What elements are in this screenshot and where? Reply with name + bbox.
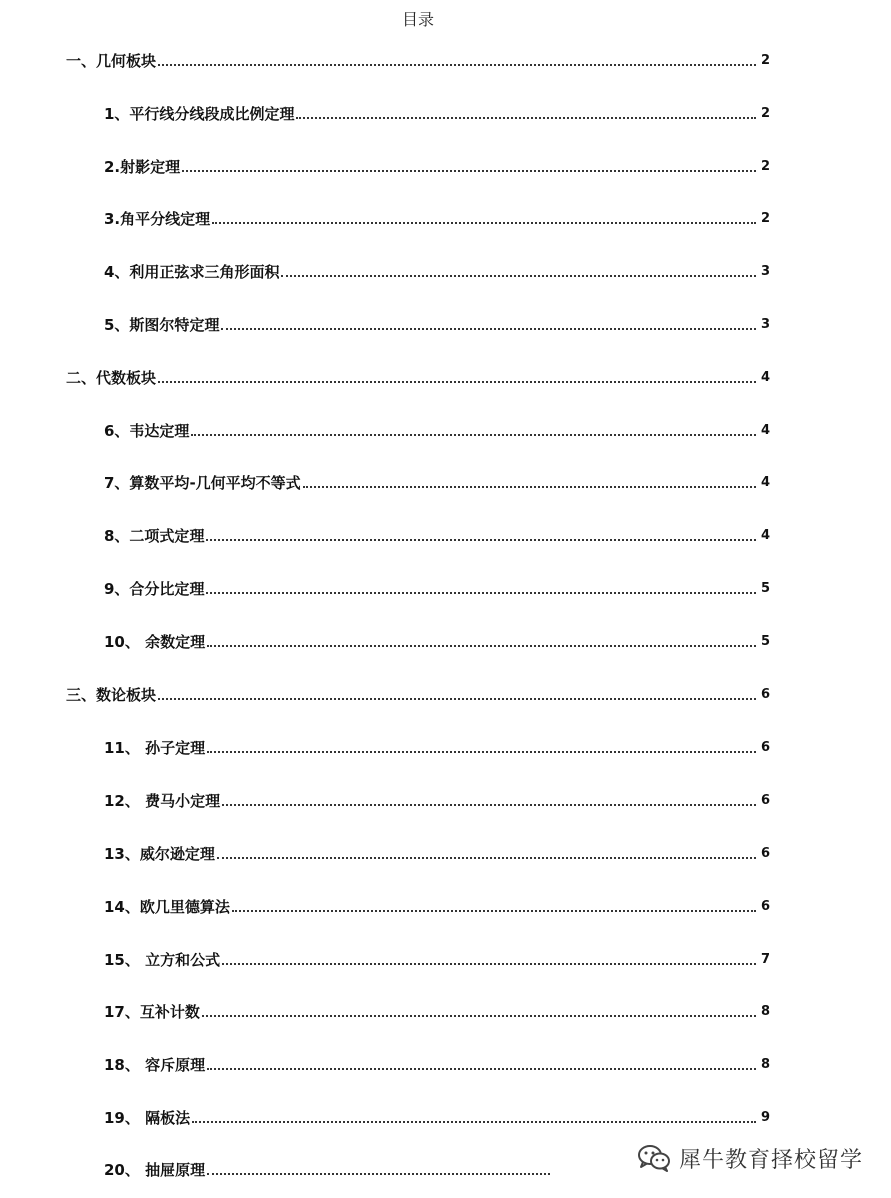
toc-label: 9、合分比定理 xyxy=(104,579,205,598)
toc-label: 11、 孙子定理 xyxy=(104,738,206,757)
dot-leader xyxy=(212,222,756,224)
toc-page-number: 6 xyxy=(760,845,770,861)
toc-page-number: 7 xyxy=(760,951,770,967)
toc-label: 19、 隔板法 xyxy=(104,1108,191,1127)
dot-leader xyxy=(296,117,756,119)
toc-entry-1[interactable] xyxy=(104,102,770,124)
toc-label: 17、互补计数 xyxy=(104,1002,200,1021)
toc-entry-6[interactable] xyxy=(66,366,770,388)
toc-entry-13[interactable] xyxy=(104,736,770,758)
toc-page-number: 2 xyxy=(760,158,770,174)
toc-label: 12、 费马小定理 xyxy=(104,791,221,810)
dot-leader xyxy=(206,592,756,594)
toc-label: 7、算数平均-几何平均不等式 xyxy=(104,473,301,492)
toc-page-number: 3 xyxy=(760,263,770,279)
toc-page-number: 2 xyxy=(760,52,770,68)
toc-entry-21[interactable] xyxy=(104,1158,564,1180)
toc-entry-10[interactable] xyxy=(104,577,770,599)
toc-entry-16[interactable] xyxy=(104,895,770,917)
toc-label: 10、 余数定理 xyxy=(104,632,206,651)
toc-page-number: 8 xyxy=(760,1003,770,1019)
toc-entry-15[interactable] xyxy=(104,842,770,864)
toc-page-number: 5 xyxy=(760,633,770,649)
dot-leader xyxy=(207,1173,550,1175)
dot-leader xyxy=(158,698,756,700)
dot-leader xyxy=(207,645,756,647)
toc-label: 2.射影定理 xyxy=(104,157,181,176)
toc-page-number: 6 xyxy=(760,686,770,702)
toc-entry-18[interactable] xyxy=(104,1000,770,1022)
dot-leader xyxy=(192,1121,756,1123)
toc-label: 20、 抽屉原理 xyxy=(104,1160,206,1179)
toc-entry-14[interactable] xyxy=(104,789,770,811)
toc-label: 18、 容斥原理 xyxy=(104,1055,206,1074)
toc-label: 15、 立方和公式 xyxy=(104,950,221,969)
toc-entry-19[interactable] xyxy=(104,1053,770,1075)
toc-page-number: 4 xyxy=(760,527,770,543)
toc-entry-8[interactable] xyxy=(104,471,770,493)
toc-page-number: 6 xyxy=(760,898,770,914)
toc-entry-0[interactable] xyxy=(66,49,770,71)
toc-label: 三、数论板块 xyxy=(66,685,157,704)
toc-page-number: 3 xyxy=(760,316,770,332)
dot-leader xyxy=(303,486,756,488)
dot-leader xyxy=(207,1068,756,1070)
dot-leader xyxy=(206,539,756,541)
toc-entry-7[interactable] xyxy=(104,419,770,441)
toc-label: 14、欧几里德算法 xyxy=(104,897,230,916)
toc-page-number: 6 xyxy=(760,739,770,755)
dot-leader xyxy=(232,910,756,912)
toc-label: 4、利用正弦求三角形面积 xyxy=(104,262,280,281)
toc-entry-5[interactable] xyxy=(104,313,770,335)
toc-entry-20[interactable] xyxy=(104,1106,770,1128)
dot-leader xyxy=(217,857,756,859)
dot-leader xyxy=(281,275,756,277)
toc-entry-9[interactable] xyxy=(104,524,770,546)
toc-page-number: 9 xyxy=(760,1109,770,1125)
toc-page-number: 5 xyxy=(760,580,770,596)
dot-leader xyxy=(207,751,756,753)
wechat-icon xyxy=(637,1144,671,1172)
toc-page-number: 2 xyxy=(760,105,770,121)
dot-leader xyxy=(221,328,756,330)
toc-title: 目录 xyxy=(401,10,434,29)
toc-page-number: 8 xyxy=(760,1056,770,1072)
toc-page-number: 4 xyxy=(760,474,770,490)
dot-leader xyxy=(158,64,756,66)
toc-label: 二、代数板块 xyxy=(66,368,157,387)
toc-page-number: 4 xyxy=(760,369,770,385)
toc-entry-3[interactable] xyxy=(104,207,770,229)
toc-label: 1、平行线分线段成比例定理 xyxy=(104,104,295,123)
toc-label: 6、韦达定理 xyxy=(104,421,190,440)
dot-leader xyxy=(158,381,756,383)
toc-label: 一、几何板块 xyxy=(66,51,157,70)
watermark-text: 犀牛教育择校留学 xyxy=(678,1147,863,1173)
toc-entry-12[interactable] xyxy=(66,683,770,705)
dot-leader xyxy=(202,1015,756,1017)
toc-label: 8、二项式定理 xyxy=(104,526,205,545)
toc-page-number: 6 xyxy=(760,792,770,808)
toc-entry-17[interactable] xyxy=(104,948,770,970)
toc-label: 5、斯图尔特定理 xyxy=(104,315,220,334)
dot-leader xyxy=(182,170,756,172)
toc-label: 13、威尔逊定理 xyxy=(104,844,215,863)
dot-leader xyxy=(222,804,756,806)
toc-entry-4[interactable] xyxy=(104,260,770,282)
toc-entry-2[interactable] xyxy=(104,155,770,177)
wechat-watermark xyxy=(637,1141,863,1175)
toc-page-number: 2 xyxy=(760,210,770,226)
dot-leader xyxy=(222,963,756,965)
toc-page-number: 4 xyxy=(760,422,770,438)
toc-entry-11[interactable] xyxy=(104,630,770,652)
toc-label: 3.角平分线定理 xyxy=(104,209,211,228)
dot-leader xyxy=(191,434,756,436)
